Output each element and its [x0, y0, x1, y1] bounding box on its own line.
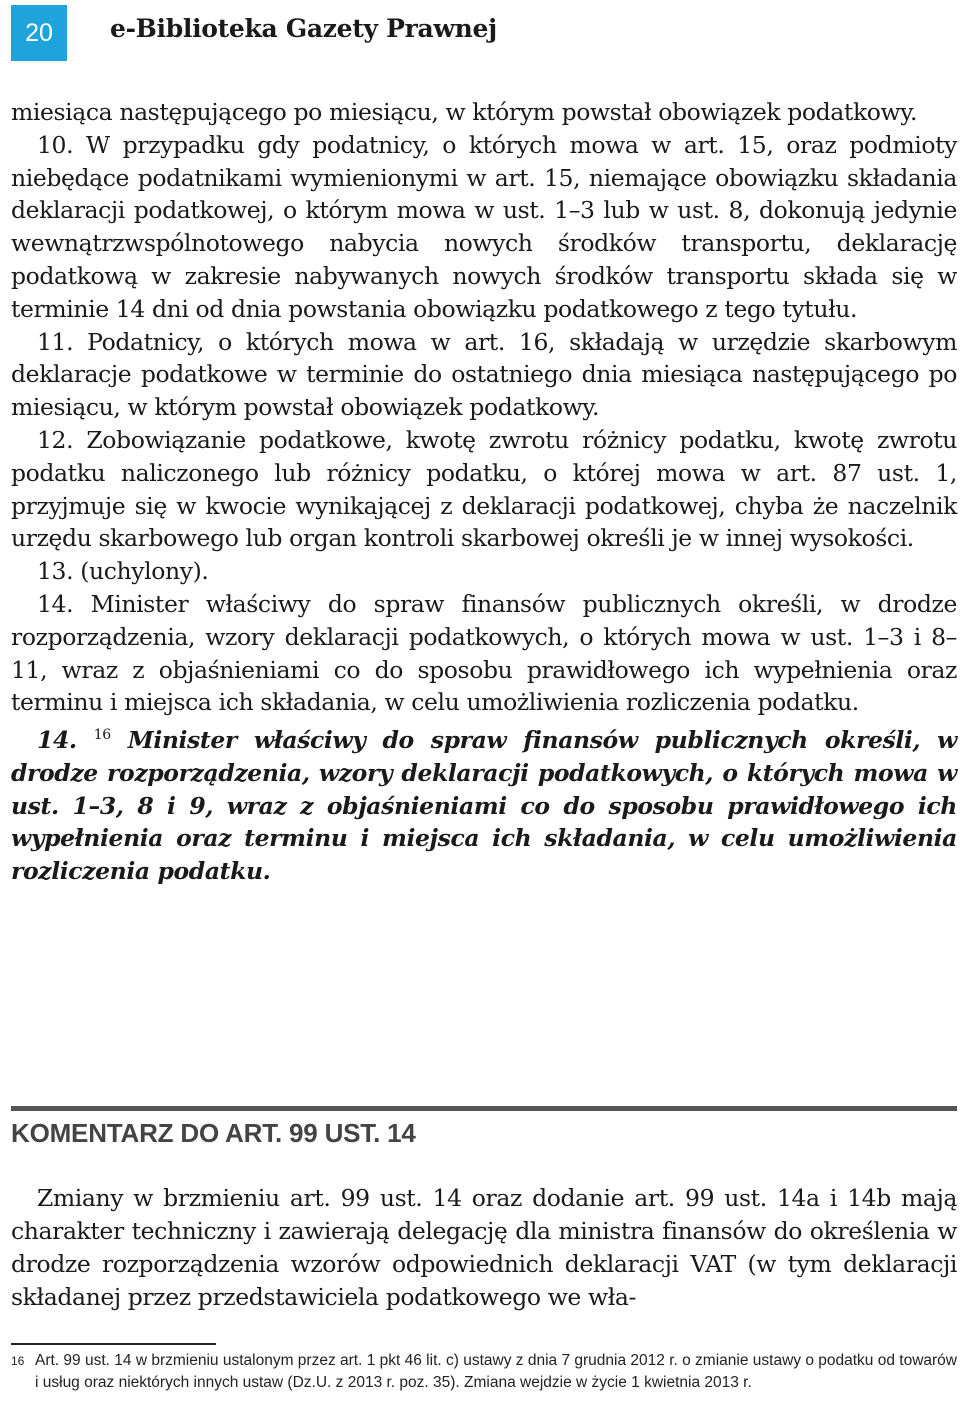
paragraph-13: 13. (uchylony). — [37, 557, 209, 586]
section-divider — [11, 1106, 957, 1111]
footnote — [11, 1350, 957, 1394]
paragraph-14-new-text: Minister właściwy do spraw finansów publicznych określi, w drodze rozporządzenia, wzory deklaracji podatkowych, o których mowa w ust. 1–3, 8 i 9, wraz z objaśnieniami co do sposobu prawidłowego ich wypełnienia oraz terminu i miejsca ich składania, w celu umożliwienia rozliczenia podatku. — [11, 725, 957, 886]
commentary-text — [11, 1182, 957, 1314]
paragraph-14: 14. Minister właściwy do spraw finansów publicznych określi, w drodze rozporządzenia, wzory deklaracji podatkowych, o których mowa w ust. 1–3 i 8–11, wraz z objaśnieniami co do sposobu prawidłowego ich wypełnienia oraz terminu i miejsca ich składania, w celu umożliwienia rozliczenia podatku. — [11, 589, 957, 717]
paragraph-continuation: miesiąca następującego po miesiącu, w którym powstał obowiązek podatkowy. — [11, 98, 918, 126]
footnote-number: 16 — [11, 1354, 25, 1368]
footnote-ref[interactable]: 16 — [93, 727, 111, 744]
footnote-rule — [11, 1343, 216, 1345]
footnote-text: Art. 99 ust. 14 w brzmieniu ustalonym przez art. 1 pkt 46 lit. c) ustawy z dnia 7 grudnia 2012 r. o zmianie ustawy o podatku od towarów i usług oraz niektórych innych ustaw (Dz.U. z 2013 r. poz. 35). Zmiana wejdzie w życie 1 kwietnia 2013 r. — [35, 1352, 957, 1391]
page-number: 20 — [25, 18, 53, 47]
paragraph-14-new-number: 14. — [37, 725, 77, 754]
paragraph-14-new — [11, 719, 957, 888]
article-text — [11, 96, 957, 888]
paragraph-12: 12. Zobowiązanie podatkowe, kwotę zwrotu różnicy podatku, kwotę zwrotu podatku naliczonego lub różnicy podatku, o której mowa w art. 87 ust. 1, przyjmuje się w kwocie wynikającej z deklaracji podatkowej, chyba że naczelnik urzędu skarbowego lub organ kontroli skarbowej określi je w innej wysokości. — [11, 425, 957, 553]
publication-title: e-Biblioteka Gazety Prawnej — [110, 14, 497, 43]
paragraph-11: 11. Podatnicy, o których mowa w art. 16, składają w urzędzie skarbowym deklaracje podatkowe w terminie do ostatniego dnia miesiąca następującego po miesiącu, w którym powstał obowiązek podatkowy. — [11, 327, 957, 422]
paragraph-10: 10. W przypadku gdy podatnicy, o których mowa w art. 15, oraz podmioty niebędące podatnikami wymienionymi w art. 15, niemające obowiązku składania deklaracji podatkowej, o którym mowa w ust. 1–3 lub w ust. 8, dokonują jedynie wewnątrzwspólnotowego nabycia nowych środków transportu, deklarację podatkową w zakresie nabywanych nowych środków transportu składa się w terminie 14 dni od dnia powstania obowiązku podatkowego z tego tytułu. — [11, 130, 957, 323]
commentary-paragraph: Zmiany w brzmieniu art. 99 ust. 14 oraz dodanie art. 99 ust. 14a i 14b mają charakter techniczny i zawierają delegację dla ministra finansów do określenia w drodze rozporządzenia wzorów odpowiednich deklaracji VAT (w tym deklaracji składanej przez przedstawiciela podatkowego we wła- — [11, 1184, 957, 1311]
page-number-badge — [11, 5, 67, 61]
commentary-heading: KOMENTARZ DO ART. 99 UST. 14 — [11, 1118, 416, 1148]
